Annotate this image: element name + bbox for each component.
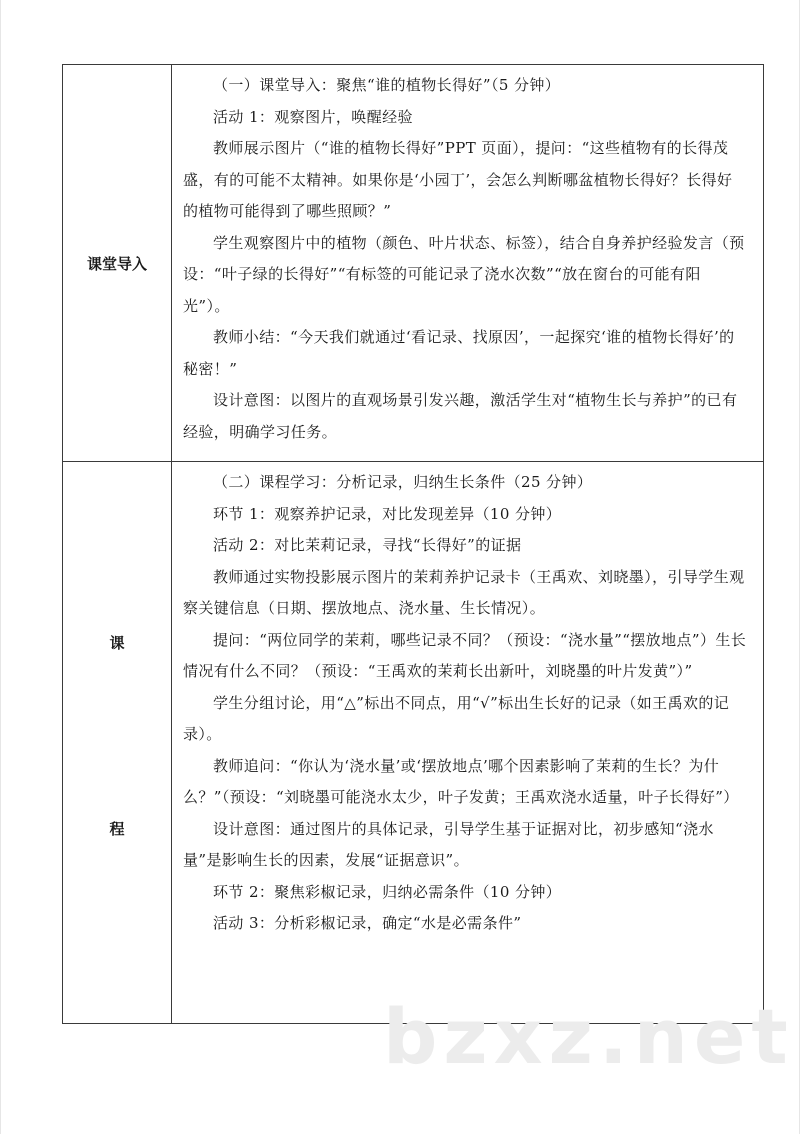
- section-label-intro: 课堂导入: [63, 65, 172, 462]
- paragraph: 活动 3：分析彩椒记录，确定“水是必需条件”: [213, 914, 522, 932]
- paragraph: 活动 2：对比茉莉记录，寻找“长得好”的证据: [213, 536, 522, 554]
- paragraph: （二）课程学习：分析记录，归纳生长条件（25 分钟）: [213, 473, 593, 491]
- paragraph: 提问：“两位同学的茉莉，哪些记录不同？（预设：“浇水量”“摆放地点”）生长情况有什么不同？（预设：“王禹欢的茉莉长出新叶，刘晓墨的叶片发黄”）”: [183, 630, 747, 680]
- paragraph: 环节 1：观察养护记录，对比发现差异（10 分钟）: [213, 504, 562, 523]
- paragraph: 设计意图：以图片的直观场景引发兴趣，激活学生对“植物生长与养护”的已有经验，明确学习任务。: [183, 391, 738, 441]
- section-label-course: [63, 462, 172, 1024]
- paragraph: 活动 1：观察图片，唤醒经验: [213, 107, 413, 126]
- watermark: bzxz.net: [383, 992, 794, 1081]
- paragraph: 教师小结：“今天我们就通过‘看记录、找原因’，一起探究‘谁的植物长得好’的秘密！”: [183, 328, 735, 378]
- table-row-intro: [63, 65, 764, 462]
- paragraph: 环节 2：聚焦彩椒记录，归纳必需条件（10 分钟）: [213, 882, 562, 901]
- lesson-plan-table: [62, 64, 764, 1024]
- paragraph: （一）课堂导入：聚焦“谁的植物长得好”（5 分钟）: [213, 76, 561, 94]
- paragraph: 教师通过实物投影展示图片的茉莉养护记录卡（王禹欢、刘晓墨），引导学生观察关键信息（日期、摆放地点、浇水量、生长情况）。: [183, 567, 745, 617]
- paragraph: 学生分组讨论，用“△”标出不同点，用“√”标出生长好的记录（如王禹欢的记录）。: [183, 693, 730, 743]
- lesson-plan-table-wrapper: [62, 64, 764, 1024]
- section-content-course: [172, 462, 764, 1024]
- paragraph: 教师展示图片（“谁的植物长得好”PPT 页面），提问：“这些植物有的长得茂盛，有的可能不太精神。如果你是‘小园丁’，会怎么判断哪盆植物长得好？长得好的植物可能得到了哪些照顾？”: [183, 139, 733, 220]
- section-label-course-bottom: 程: [109, 820, 125, 838]
- section-label-course-top: 课: [109, 634, 125, 652]
- paragraph: 设计意图：通过图片的具体记录，引导学生基于证据对比，初步感知“浇水量”是影响生长的因素，发展“证据意识”。: [183, 819, 714, 869]
- paragraph: 学生观察图片中的植物（颜色、叶片状态、标签），结合自身养护经验发言（预设：“叶子绿的长得好”“有标签的可能记录了浇水次数”“放在窗台的可能有阳光”）。: [183, 233, 745, 315]
- section-content-intro: [172, 65, 764, 462]
- paragraph: 教师追问：“你认为‘浇水量’或‘摆放地点’哪个因素影响了茉莉的生长？为什么？”（预设：“刘晓墨可能浇水太少，叶子发黄；王禹欢浇水适量，叶子长得好”）: [183, 756, 739, 806]
- table-row-course: [63, 462, 764, 1024]
